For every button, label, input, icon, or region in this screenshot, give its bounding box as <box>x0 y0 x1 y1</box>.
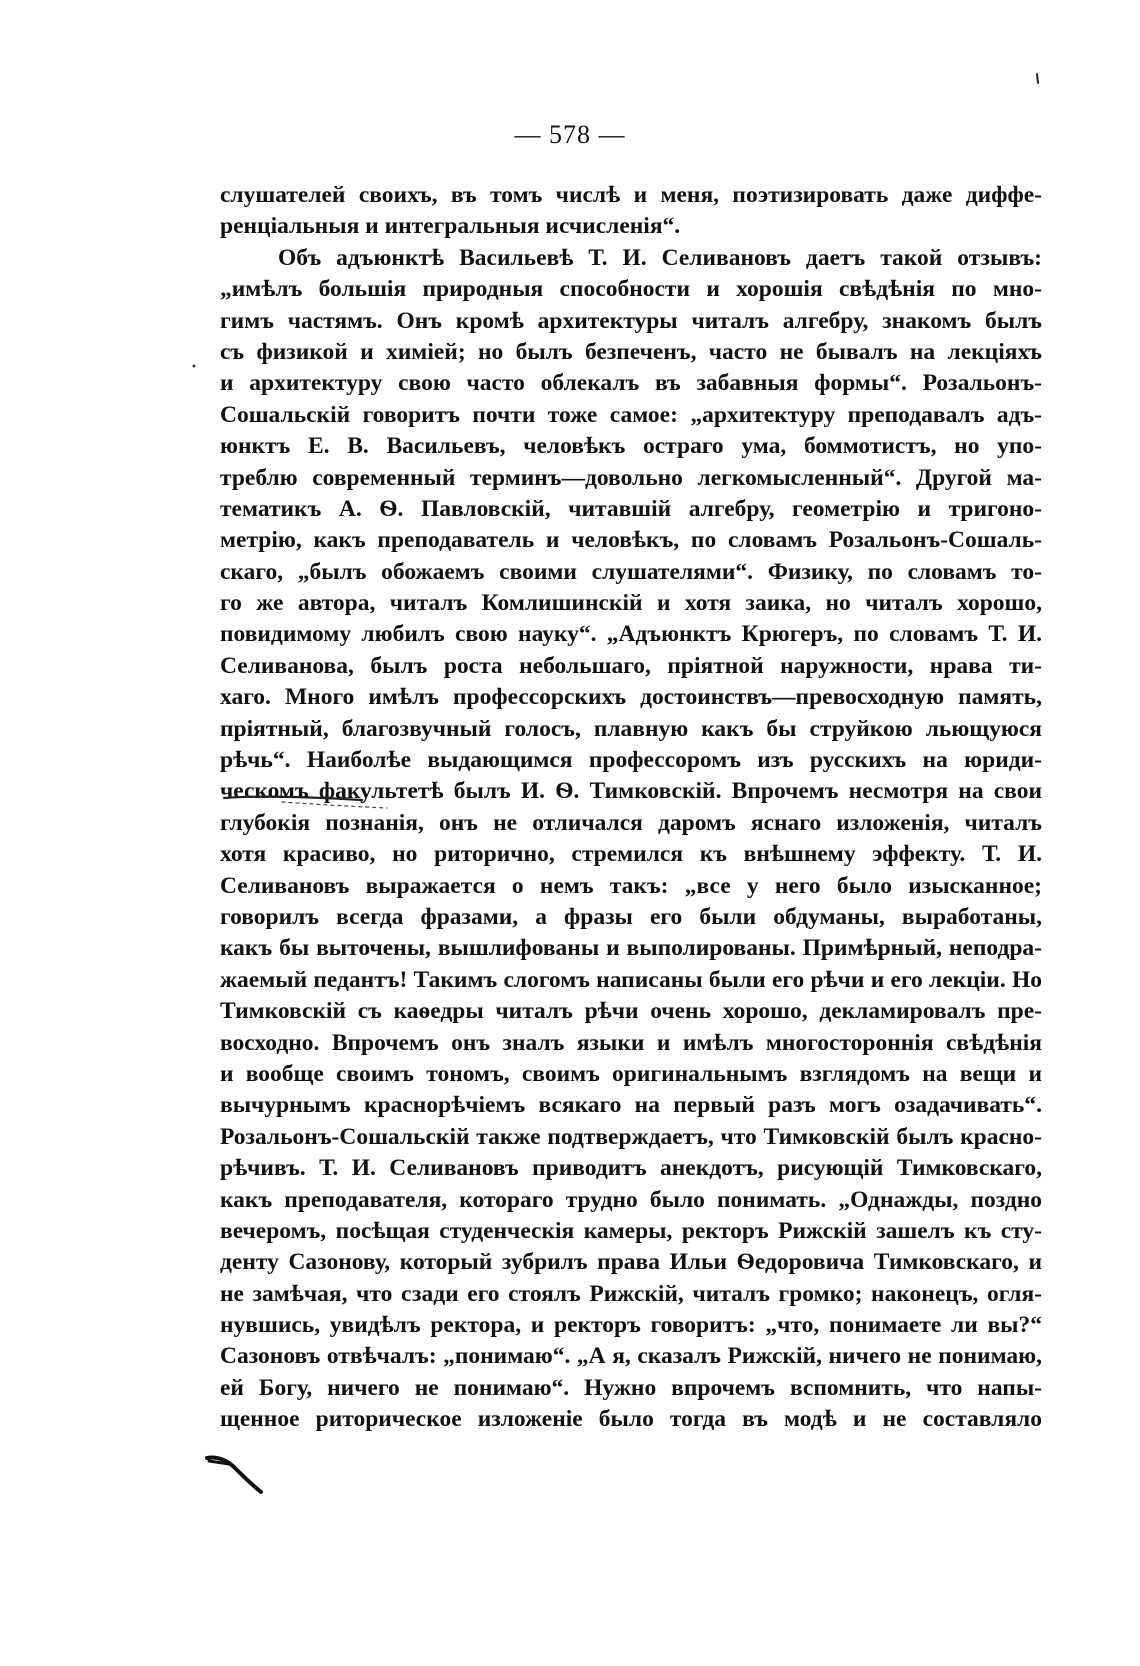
text-line: рѣчь“. Наиболѣе выдающимся профессоромъ изъ русскихъ на юриди- <box>220 747 1042 774</box>
text-line: восходно. Впрочемъ онъ зналъ языки и имѣлъ многостороннія свѣдѣнія <box>220 1029 1042 1056</box>
page-number: — 578 — <box>514 120 626 149</box>
pencil-underline-mark <box>222 792 402 814</box>
text-line: вычурнымъ краснорѣчіемъ всякаго на первый разъ могъ озадачивать“. <box>220 1092 1042 1119</box>
text-line: гимъ частямъ. Онъ кромѣ архитектуры читалъ алгебру, знакомъ былъ <box>220 307 1042 334</box>
text-line: вечеромъ, посѣщая студенческія камеры, ректоръ Рижскій зашелъ къ сту- <box>220 1217 1042 1244</box>
text-line: Объ адъюнктѣ Васильевѣ Т. И. Селивановъ даетъ такой отзывъ: <box>278 244 1042 271</box>
text-line: и вообще своимъ тономъ, своимъ оригинальнымъ взглядомъ на вещи и <box>220 1060 1042 1087</box>
text-line: хаго. Много имѣлъ профессорскихъ достоинствъ—превосходную память, <box>220 684 1042 711</box>
text-line: нувшись, увидѣлъ ректора, и ректоръ говоритъ: „что, понимаете ли вы?“ <box>220 1312 1042 1339</box>
margin-dot-mark <box>190 362 198 370</box>
text-line: юнктъ Е. В. Васильевъ, человѣкъ остраго ума, боммотистъ, но упо- <box>220 433 1042 460</box>
text-line: скаго, „былъ обожаемъ своими слушателями“. Физику, по словамъ то- <box>220 558 1042 585</box>
text-line: жаемый педантъ! Такимъ слогомъ написаны были его рѣчи и его лекціи. Но <box>220 966 1042 993</box>
text-line: говорилъ всегда фразами, а фразы его были обдуманы, выработаны, <box>220 903 1042 930</box>
text-line: и архитектуру свою часто облекалъ въ забавныя формы“. Розальонъ- <box>220 370 1042 397</box>
text-line: тематикъ А. Ѳ. Павловскій, читавшій алгебру, геометрію и тригоно- <box>220 495 1042 522</box>
text-line: Селиванова, былъ роста небольшаго, пріятной наружности, нрава ти- <box>220 652 1042 679</box>
margin-tick-mark <box>1034 72 1042 86</box>
text-line: пріятный, благозвучный голосъ, плавную какъ бы струйкою льющуюся <box>220 715 1042 742</box>
text-line: „имѣлъ большія природныя способности и хорошія свѣдѣнія по мно- <box>220 276 1042 303</box>
text-line: съ физикой и химіей; но былъ безпеченъ, часто не бывалъ на лекціяхъ <box>220 338 1042 365</box>
text-line: Селивановъ выражается о немъ такъ: „все у него было изысканное; <box>220 872 1042 899</box>
text-line: ренціальныя и интегральныя исчисленія“. <box>220 213 681 240</box>
text-line: слушателей своихъ, въ томъ числѣ и меня, поэтизировать даже диффе- <box>220 182 1042 208</box>
text-line: повидимому любилъ свою науку“. „Адъюнктъ Крюгеръ, по словамъ Т. И. <box>220 621 1042 648</box>
text-line: Сазоновъ отвѣчалъ: „понимаю“. „А я, сказалъ Рижскій, ничего не понимаю, <box>220 1343 1042 1370</box>
text-line: какъ бы выточены, вышлифованы и выполированы. Примѣрный, неподра- <box>220 935 1042 962</box>
text-line: го же автора, читалъ Комлишинскій и хотя заика, но читалъ хорошо, <box>220 590 1042 617</box>
text-line: Розальонъ-Сошальскій также подтверждаетъ, что Тимковскій былъ красно- <box>220 1123 1042 1150</box>
text-line: денту Сазонову, который зубрилъ права Ильи Ѳедоровича Тимковскаго, и <box>220 1249 1042 1276</box>
text-line: Сошальскій говоритъ почти тоже самое: „архитектуру преподавалъ адъ- <box>220 401 1042 428</box>
text-line: Тимковскій съ каѳедры читалъ рѣчи очень хорошо, декламировалъ пре- <box>220 998 1042 1025</box>
text-line: не замѣчая, что сзади его стоялъ Рижскій, читалъ громко; наконецъ, огля- <box>220 1280 1042 1307</box>
text-line: рѣчивъ. Т. И. Селивановъ приводитъ анекдотъ, рисующій Тимковскаго, <box>220 1155 1042 1182</box>
text-line: какъ преподавателя, котораго трудно было понимать. „Однажды, поздно <box>220 1186 1042 1213</box>
text-line: глубокія познанія, онъ не отличался даромъ яснаго изложенія, читалъ <box>220 809 1042 836</box>
text-line: ей Богу, ничего не понимаю“. Нужно впрочемъ вспомнить, что напы- <box>220 1374 1042 1401</box>
text-line: метрію, какъ преподаватель и человѣкъ, по словамъ Розальонъ-Сошаль- <box>220 527 1042 554</box>
text-line: треблю современный терминъ—довольно легкомысленный“. Другой ма- <box>220 464 1042 491</box>
text-line: щенное риторическое изложеніе было тогда въ модѣ и не составляло <box>220 1406 1042 1433</box>
pen-stroke-mark <box>205 1452 265 1496</box>
text-line: ческомъ факультетѣ былъ И. Ѳ. Тимковскій. Впрочемъ несмотря на свои <box>220 778 1042 805</box>
text-line: хотя красиво, но риторично, стремился къ внѣшнему эффекту. Т. И. <box>220 841 1042 868</box>
